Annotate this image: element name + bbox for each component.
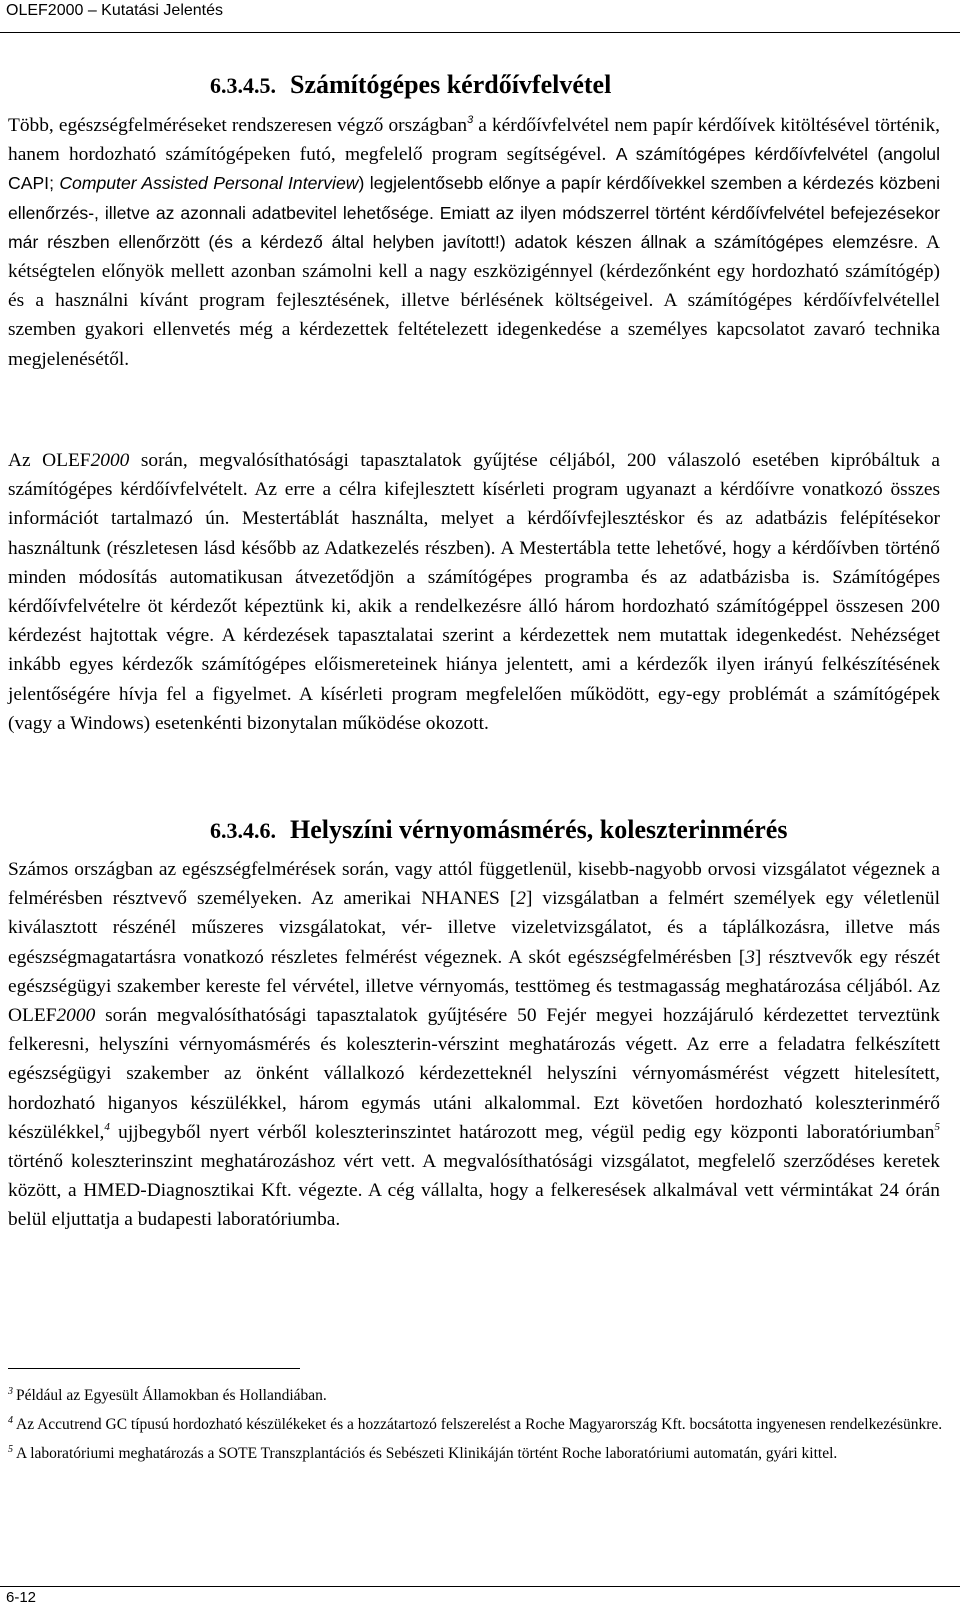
text-segment: ] vizsgálatban a felmért személyek egy véletlenül kiválasztott részénél műszeres vizsgálatokat, vér- illetve vizeletvizsgálatot, és a táplálkozásra, illetve más egészségmagatartásra vonatkozó részletes felmérést végeznek. A skót egészségfelmérésben [ xyxy=(8,888,940,968)
capi-expansion: Computer Assisted Personal Interview xyxy=(59,173,359,194)
footnote-mark: 3 xyxy=(8,1386,13,1397)
footnotes xyxy=(8,1379,948,1466)
paragraph-measurements xyxy=(8,855,940,1235)
footnote-ref-3: 3 xyxy=(467,114,474,126)
section-number: 6.3.4.6. xyxy=(210,818,276,843)
footer-rule xyxy=(0,1586,960,1587)
text-segment: a kérdőívfelvétel nem papír kérdőívek kitöltésével történik, hanem hordozható számítógépeken futó, megfelelő program segítségével. xyxy=(8,115,940,166)
footnote xyxy=(8,1437,948,1466)
section-heading-blood-pressure xyxy=(210,815,787,845)
olef-year: 2000 xyxy=(90,450,130,471)
text-segment: Emiatt az ilyen módszerrel történt kérdőívfelvétel befejezésekor már részben ellenőrzött (és a kérdező által helyben javított!) adatok készen állnak a számítógépes elemzésre. xyxy=(8,202,940,252)
text-segment: A kétségtelen előnyök mellett azonban számolni kell a nagy eszközigénnyel (kérdezőnként egy hordozható számítógép) és a használni kívánt program fejlesztésének, illetve bérlésének költségeivel. A számítógépes kérdőívfelvétellel szemben gyakori ellenvetés még a kérdezettek feltételezett idegenkedése a személyes kapcsolatot zavaró technika megjelenésétől. xyxy=(8,231,940,370)
page-number: 6-12 xyxy=(6,1589,37,1606)
olef-year: 2000 xyxy=(56,1005,96,1027)
footnote-text: Például az Egyesült Államokban és Hollandiában. xyxy=(16,1387,327,1404)
section-title: Helyszíni vérnyomásmérés, koleszterinmérés xyxy=(290,815,788,844)
text-segment: során megvalósíthatósági tapasztalatok gyűjtésére 50 Fejér megyei hozzájáruló kérdezettet terveztünk felkeresni, helyszíni vérnyomásmérés és koleszterin-vérszint meghatározás végett. Az erre a feladatra felkészített egészségügyi szakember az önként vállalkozó kérdezetteknél helyszíni vérnyomásmérést végzett hitelesített, hordozható higanyos készülékkel, három egymás utáni alkalommal. Ezt követően hordozható koleszterinmérő készülékkel, xyxy=(8,1005,940,1143)
paragraph-capi-olef xyxy=(8,446,940,738)
running-header: OLEF2000 – Kutatási Jelentés xyxy=(6,2,224,19)
citation-2: 2 xyxy=(516,888,526,910)
paragraph-capi-intro xyxy=(8,111,940,374)
section-heading-capi xyxy=(210,70,611,100)
footnote-ref-5: 5 xyxy=(934,1120,940,1133)
text-segment: ujjbegyből nyert vérből koleszterinszintet határozott meg, végül pedig egy központi laboratóriumban xyxy=(109,1121,935,1143)
text-segment: Az OLEF xyxy=(8,450,91,471)
footnote-text: Az Accutrend GC típusú hordozható készülékeket és a hozzátartozó felszerelést a Roche Magyarország Kft. bocsátotta ingyenesen rendelkezésünkre. xyxy=(16,1416,943,1433)
footnote xyxy=(8,1379,948,1408)
section-number: 6.3.4.5. xyxy=(210,73,276,98)
text-segment: A számítógépes kérdőívfelvétel (angolul CAPI; xyxy=(8,144,940,194)
footnote-text: A laboratóriumi meghatározás a SOTE Transzplantációs és Sebészeti Klinikáján történt Roche laboratóriumi automatán, gyári kittel. xyxy=(16,1445,838,1462)
footnote-separator xyxy=(8,1368,300,1369)
citation-3: 3 xyxy=(745,946,755,968)
text-segment: Számos országban az egészségfelmérések során, vagy attól függetlenül, kisebb-nagyobb orvosi vizsgálatot végeznek a felmérésben résztvevő személyeken. Az amerikai NHANES [ xyxy=(8,859,940,910)
text-segment: történő koleszterinszint meghatározáshoz vért vett. A megvalósíthatósági vizsgálatot, megfelelő szerződéses keretek között, a HMED-Diagnosztikai Kft. végezte. A cég vállalta, hogy a felkeresések alkalmával vett vérmintákat 24 órán belül eljuttatja a budapesti laboratóriumba. xyxy=(8,1151,940,1231)
section-title: Számítógépes kérdőívfelvétel xyxy=(290,70,612,99)
text-segment: ) legjelentősebb előnye a papír kérdőívekkel szemben a kérdezés közbeni ellenőrzés-, illetve az azonnali adatbevitel lehetősége. xyxy=(8,173,941,223)
text-segment: Több, egészségfelméréseket rendszeresen végző országban xyxy=(8,115,468,136)
footnote xyxy=(8,1408,948,1437)
footnote-mark: 4 xyxy=(8,1415,13,1426)
header-rule xyxy=(0,32,960,33)
footnote-ref-4: 4 xyxy=(104,1120,110,1133)
footnote-mark: 5 xyxy=(8,1444,13,1455)
text-segment: során, megvalósíthatósági tapasztalatok gyűjtése céljából, 200 válaszoló esetében kipróbáltuk a számítógépes kérdőívfelvételt. Az erre a célra kifejlesztett kísérleti program ugyanazt a kérdőívre vonatkozó összes információt tartalmazó ún. Mestertáblát használta, melyet a kérdőívfejlesztéskor és az adatbázis felépítésekor használtunk (részletesen lásd később az Adatkezelés részben). A Mestertábla tette lehetővé, hogy a kérdőívben történő minden módosítás automatikusan átvezetődjön a számítógépes programba és az adatbázisba is. Számítógépes kérdőívfelvételre öt kérdezőt képeztünk ki, akik a rendelkezésre álló három hordozható számítógéppel összesen 200 kérdezést hajtottak végre. A kérdezések tapasztalatai szerint a kérdezettek nem mutattak idegenkedést. Nehézséget inkább egyes kérdezők számítógépes előismereteinek hiánya jelentett, ami a kérdezők ilyen irányú felkészítésének jelentőségére hívja fel a figyelmet. A kísérleti program megfelelően működött, egy-egy problémát a számítógépek (vagy a Windows) esetenkénti bizonytalan működése okozott. xyxy=(8,450,941,734)
text-segment: ] résztvevők egy részét egészségügyi szakember kereste fel vérvétel, illetve vérnyomás, testtömeg és testmagasság meghatározása céljából. Az OLEF xyxy=(8,946,941,1027)
